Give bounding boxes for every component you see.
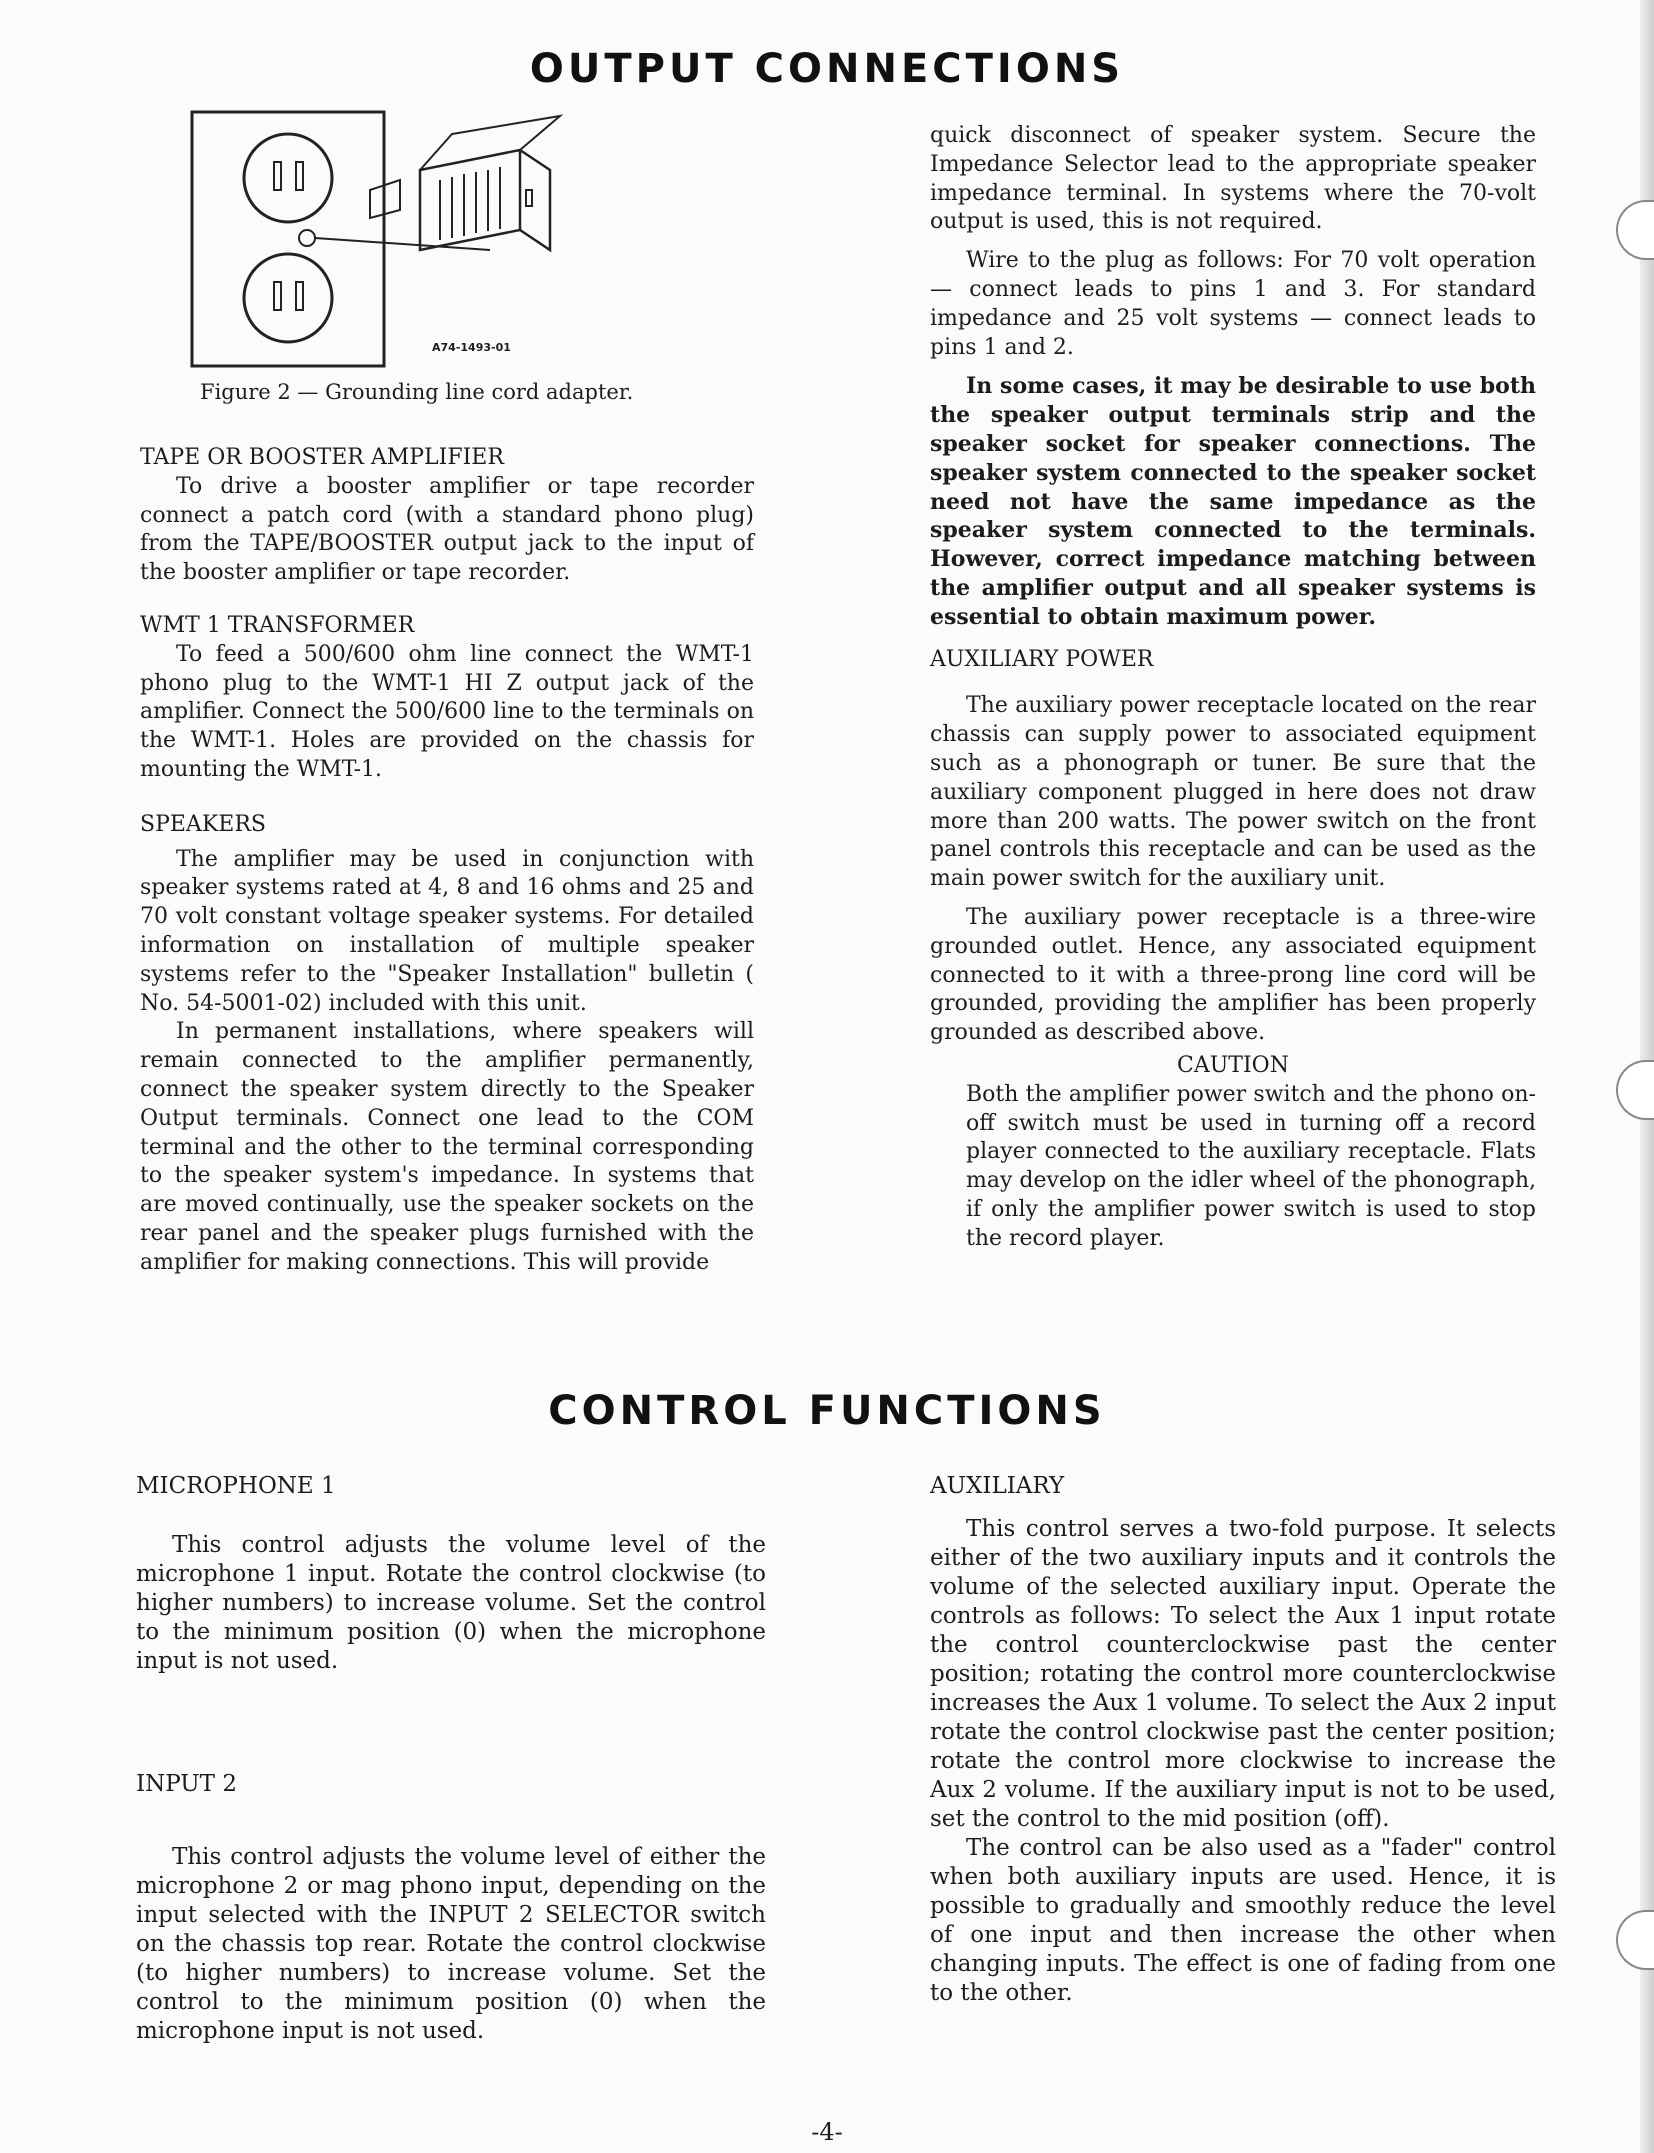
bold-note: In some cases, it may be desirable to use both the speaker output terminals strip and the speaker socket for speaker connections. The speaker system connected to the speaker socket need not have the same impedance as the speaker system connected to the terminals. However, correct impedance matching between the amplifier output and all speaker systems is essential to obtain maximum power.: [930, 373, 1536, 630]
figure-caption: Figure 2 — Grounding line cord adapter.: [200, 380, 634, 404]
input2-heading: INPUT 2: [136, 1771, 237, 1797]
wire-text: Wire to the plug as follows: For 70 volt operation — connect leads to pins 1 and 3. For standard impedance and 25 volt systems — connect leads to pins 1 and 2.: [930, 248, 1536, 360]
right-column: [930, 122, 1536, 1253]
speakers-heading: SPEAKERS: [140, 811, 266, 837]
wmt-heading: WMT 1 TRANSFORMER: [140, 612, 415, 638]
wmt-text: To feed a 500/600 ohm line connect the WMT-1 phono plug to the WMT-1 HI Z output jack of the amplifier. Connect the 500/600 line to the terminals on the WMT-1. Holes are provided on the chassis for mounting the WMT-1.: [140, 641, 754, 782]
mic1-heading: MICROPHONE 1: [136, 1473, 336, 1499]
auxiliary-text-1: This control serves a two-fold purpose. It selects either of the two auxiliary inputs and it controls the volume of the selected auxiliary input. Operate the controls as follows: To select the Aux 1 input rotate the control counterclockwise past the center position; rotating the control more counterclockwise increases the Aux 1 volume. To select the Aux 2 input rotate the control clockwise past the center position; rotate the control more clockwise to increase the Aux 2 volume. If the auxiliary input is not to be used, set the control to the mid position (off).: [930, 1516, 1556, 1832]
output-connections-title: OUTPUT CONNECTIONS: [529, 46, 1125, 92]
auxiliary-text-2: The control can be also used as a "fader" control when both auxiliary inputs are used. Hence, it is possible to gradually and smoothly reduce the level of one input and then increase the other when changing inputs. The effect is one of fading from one to the other.: [930, 1835, 1556, 2006]
continued-text: quick disconnect of speaker system. Secure the Impedance Selector lead to the appropriate speaker impedance terminal. In systems where the 70-volt output is used, this is not required.: [930, 123, 1536, 235]
grounding-adapter-figure: [190, 110, 710, 370]
input2-text: This control adjusts the volume level of either the microphone 2 or mag phono input, depending on the input selected with the INPUT 2 SELECTOR switch on the chassis top rear. Rotate the control clockwise (to higher numbers) to increase volume. Set the control to the minimum position (0) when the microphone input is not used.: [136, 1844, 766, 2044]
binder-hole: [1616, 1060, 1654, 1120]
speakers-text-1: The amplifier may be used in conjunction with speaker systems rated at 4, 8 and 16 ohms and 25 and 70 volt constant voltage speaker systems. For detailed information on installation of multiple speaker systems refer to the "Speaker Installation" bulletin ( No. 54-5001-02) included with this unit.: [140, 846, 754, 1016]
tape-text: To drive a booster amplifier or tape recorder connect a patch cord (with a standard phono plug) from the TAPE/BOOSTER output jack to the input of the booster amplifier or tape recorder.: [140, 473, 754, 586]
auxiliary-heading: AUXILIARY: [930, 1473, 1065, 1499]
caution-text: Both the amplifier power switch and the phono on-off switch must be used in turning off a record player connected to the auxiliary receptacle. Flats may develop on the idler wheel of the phonograph, if only the amplifier power switch is used to stop the record player.: [966, 1081, 1536, 1251]
caution-heading: CAUTION: [1177, 1052, 1289, 1078]
binder-hole: [1616, 1910, 1654, 1970]
tape-heading: TAPE OR BOOSTER AMPLIFIER: [140, 445, 504, 470]
binder-hole: [1616, 200, 1654, 260]
mic1-text: This control adjusts the volume level of the microphone 1 input. Rotate the control clockwise (to higher numbers) to increase volume. Set the control to the minimum position (0) when the microphone input is not used.: [136, 1532, 766, 1674]
aux-power-heading: AUXILIARY POWER: [930, 646, 1154, 672]
left-column: [140, 444, 754, 1278]
control-left-column: [136, 1472, 766, 2046]
figure-id: A74-1493-01: [432, 341, 511, 354]
aux-power-text-2: The auxiliary power receptacle is a three-wire grounded outlet. Hence, any associated equipment connected to it with a three-prong line cord will be grounded, providing the amplifier has been properly grounded as described above.: [930, 904, 1536, 1046]
control-right-column: [930, 1472, 1556, 2008]
aux-power-text-1: The auxiliary power receptacle located on the rear chassis can supply power to associated equipment such as a phonograph or tuner. Be sure that the auxiliary component plugged in here does not draw more than 200 watts. The power switch on the front panel controls this receptacle and can be used as the main power switch for the auxiliary unit.: [930, 693, 1536, 892]
control-functions-title: CONTROL FUNCTIONS: [548, 1388, 1106, 1434]
page-number: -4-: [811, 2118, 843, 2146]
speakers-text-2: In permanent installations, where speakers will remain connected to the amplifier permanently, connect the speaker system directly to the Speaker Output terminals. Connect one lead to the COM terminal and the other to the terminal corresponding to the speaker system's impedance. In systems that are moved continually, use the speaker sockets on the rear panel and the speaker plugs furnished with the amplifier for making connections. This will provide: [140, 1019, 754, 1275]
